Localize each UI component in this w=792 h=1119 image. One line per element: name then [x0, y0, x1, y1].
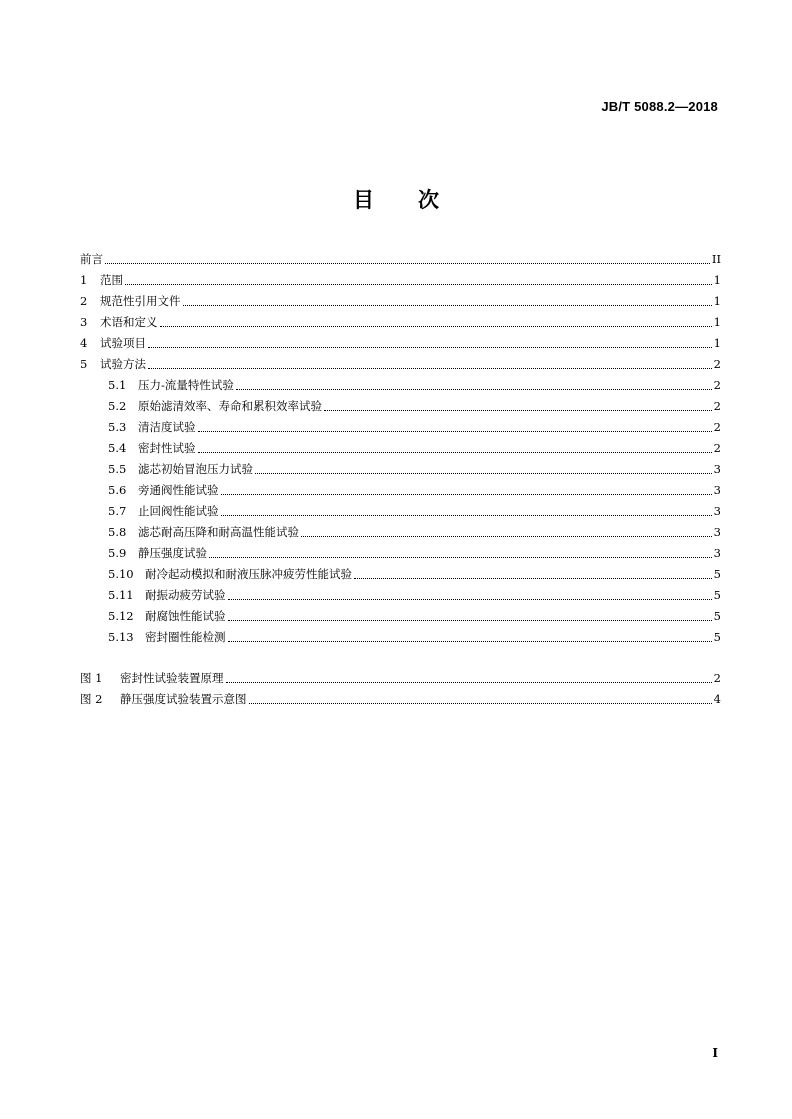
toc-entry-number: 2: [80, 294, 88, 308]
toc-entry-page: 3: [713, 546, 721, 560]
toc-entry-label: 术语和定义: [100, 315, 158, 329]
dot-leader: [236, 375, 712, 396]
toc-entry-label: 静压强度试验: [138, 546, 207, 560]
dot-leader: [209, 543, 712, 564]
toc-entry-5-10[interactable]: [80, 564, 721, 585]
toc-entry-page: 1: [713, 315, 721, 329]
toc-entry-number: 5.1: [108, 378, 127, 392]
toc-entry-number: 5.7: [108, 504, 127, 518]
dot-leader: [226, 668, 712, 689]
toc-figure-1[interactable]: [80, 668, 721, 689]
toc-entry-label: 耐腐蚀性能试验: [145, 609, 226, 623]
toc-entry-number: 5.8: [108, 525, 127, 539]
dot-leader: [255, 459, 712, 480]
toc-entry-label: 压力-流量特性试验: [138, 378, 234, 392]
toc-entry-label: 试验方法: [100, 357, 146, 371]
toc-entry-label: 止回阀性能试验: [138, 504, 219, 518]
toc-entry-number: 5: [80, 357, 88, 371]
toc-entry-5-5[interactable]: [80, 459, 721, 480]
toc-figure-number: 图 2: [80, 692, 103, 706]
toc-entry-label: 范围: [100, 273, 123, 287]
toc-entry-label: 耐振动疲劳试验: [145, 588, 226, 602]
toc-entry-page: 3: [713, 504, 721, 518]
toc-entry-page: 2: [713, 441, 721, 455]
toc-entry-label: 密封性试验: [138, 441, 196, 455]
toc-figure-number: 图 1: [80, 671, 103, 685]
toc-entry-number: 5.3: [108, 420, 127, 434]
dot-leader: [228, 585, 712, 606]
toc-entry-label: 耐冷起动模拟和耐液压脉冲疲劳性能试验: [145, 567, 352, 581]
toc-entry-page: 5: [713, 630, 721, 644]
toc-entry-5-9[interactable]: [80, 543, 721, 564]
toc-entry-page: 2: [713, 357, 721, 371]
toc-entry-5-13[interactable]: [80, 627, 721, 648]
toc-entry-1[interactable]: [80, 270, 721, 291]
toc-entry-page: 2: [713, 420, 721, 434]
toc-entry-page: 1: [713, 273, 721, 287]
toc-entry-number: 5.12: [108, 609, 134, 623]
toc-entry-foreword[interactable]: [80, 249, 721, 270]
dot-leader: [228, 627, 712, 648]
toc-entry-label: 清洁度试验: [138, 420, 196, 434]
toc-entry-5-3[interactable]: [80, 417, 721, 438]
dot-leader: [249, 689, 712, 710]
toc-entry-label: 滤芯初始冒泡压力试验: [138, 462, 253, 476]
dot-leader: [198, 438, 712, 459]
toc-entry-2[interactable]: [80, 291, 721, 312]
toc-entry-page: 3: [713, 525, 721, 539]
toc-title-part2: 次: [418, 188, 439, 212]
toc-figure-page: 4: [713, 692, 721, 706]
toc-entry-page: 5: [713, 567, 721, 581]
toc-figure-label: 静压强度试验装置示意图: [120, 692, 247, 706]
toc-entry-number: 5.11: [108, 588, 134, 602]
toc-entry-number: 5.9: [108, 546, 127, 560]
toc-entry-label: 试验项目: [100, 336, 146, 350]
dot-leader: [324, 396, 712, 417]
toc-entry-3[interactable]: [80, 312, 721, 333]
toc-entry-number: 5.5: [108, 462, 127, 476]
toc-entry-page: 2: [713, 378, 721, 392]
standard-code: JB/T 5088.2—2018: [601, 99, 718, 114]
dot-leader: [148, 333, 712, 354]
toc-title: [0, 184, 792, 214]
toc-entry-5-6[interactable]: [80, 480, 721, 501]
toc-entry-page: 5: [713, 588, 721, 602]
toc-entry-4[interactable]: [80, 333, 721, 354]
dot-leader: [221, 501, 712, 522]
dot-leader: [125, 270, 712, 291]
page-number: I: [712, 1046, 718, 1060]
toc-entry-label: 前言: [80, 252, 103, 266]
toc-entry-number: 5.6: [108, 483, 127, 497]
dot-leader: [301, 522, 712, 543]
toc-title-part1: 目: [353, 188, 374, 212]
toc-entry-number: 3: [80, 315, 88, 329]
toc-entry-number: 5.13: [108, 630, 134, 644]
toc-entry-number: 5.2: [108, 399, 127, 413]
toc-entry-5-8[interactable]: [80, 522, 721, 543]
toc-entry-number: 4: [80, 336, 88, 350]
dot-leader: [354, 564, 712, 585]
toc-entry-page: 5: [713, 609, 721, 623]
toc-entry-page: 1: [713, 336, 721, 350]
toc-entry-label: 密封圈性能检测: [145, 630, 226, 644]
dot-leader: [105, 249, 710, 270]
table-of-contents: [80, 249, 721, 710]
toc-entry-label: 滤芯耐高压降和耐高温性能试验: [138, 525, 299, 539]
toc-entry-label: 旁通阀性能试验: [138, 483, 219, 497]
dot-leader: [198, 417, 712, 438]
toc-entry-number: 5.4: [108, 441, 127, 455]
toc-entry-number: 5.10: [108, 567, 134, 581]
toc-entry-page: 1: [713, 294, 721, 308]
toc-entry-page: 2: [713, 399, 721, 413]
toc-entry-label: 规范性引用文件: [100, 294, 181, 308]
toc-entry-5-12[interactable]: [80, 606, 721, 627]
dot-leader: [160, 312, 712, 333]
toc-entry-5-2[interactable]: [80, 396, 721, 417]
dot-leader: [148, 354, 712, 375]
toc-entry-5-7[interactable]: [80, 501, 721, 522]
toc-figure-page: 2: [713, 671, 721, 685]
toc-figure-label: 密封性试验装置原理: [120, 671, 224, 685]
dot-leader: [221, 480, 712, 501]
toc-figure-2[interactable]: [80, 689, 721, 710]
dot-leader: [228, 606, 712, 627]
toc-entry-5-1[interactable]: [80, 375, 721, 396]
toc-entry-number: 1: [80, 273, 88, 287]
toc-entry-5-11[interactable]: [80, 585, 721, 606]
toc-entry-page: 3: [713, 483, 721, 497]
toc-entry-page: II: [711, 252, 721, 266]
toc-entry-5-4[interactable]: [80, 438, 721, 459]
toc-entry-label: 原始滤清效率、寿命和累积效率试验: [138, 399, 322, 413]
dot-leader: [183, 291, 712, 312]
toc-entry-page: 3: [713, 462, 721, 476]
toc-entry-5[interactable]: [80, 354, 721, 375]
